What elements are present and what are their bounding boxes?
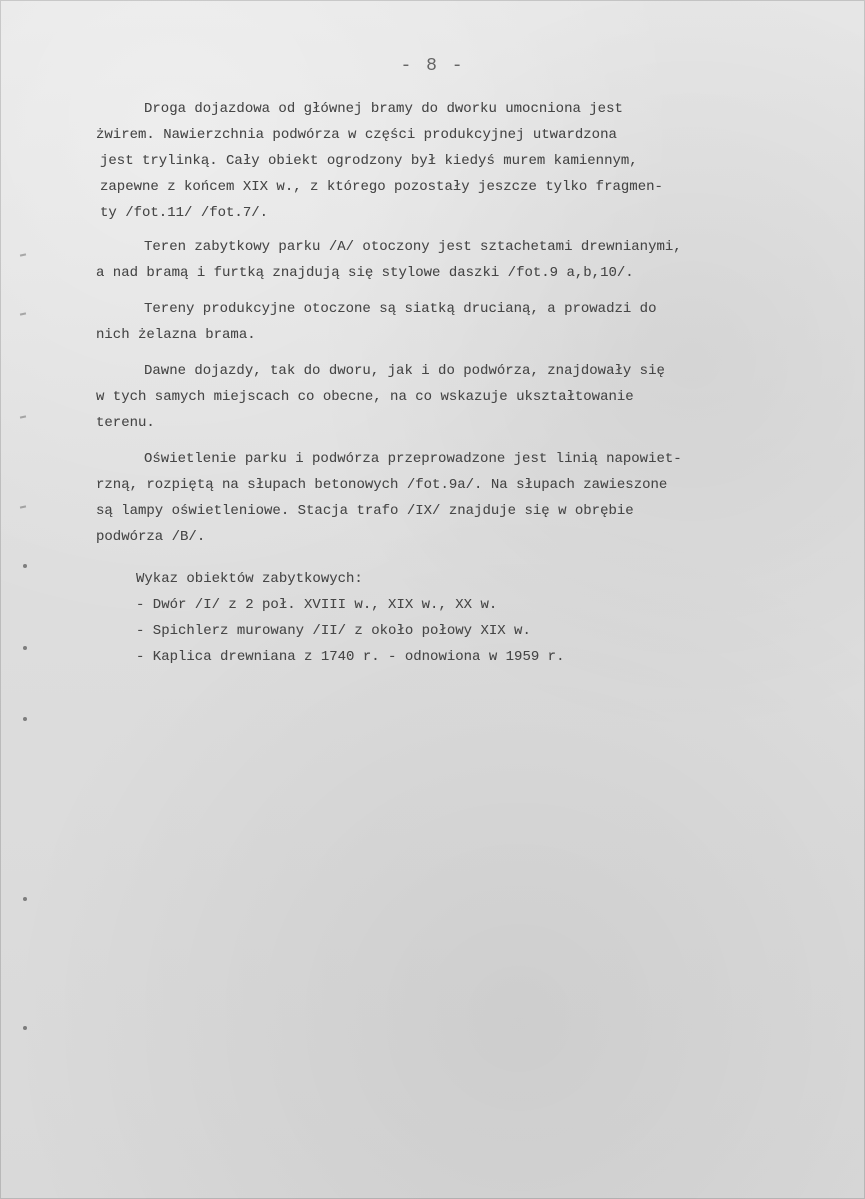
page-number: - 8 - <box>400 56 465 76</box>
paragraph-4-line-1: Dawne dojazdy, tak do dworu, jak i do podwórza, znajdowały się <box>144 363 665 379</box>
left-margin-marks <box>18 0 34 1199</box>
margin-dot <box>23 1026 27 1030</box>
spacer <box>96 348 846 358</box>
paragraph-4-line-2: w tych samych miejscach co obecne, na co wskazuje ukształtowanie <box>96 389 634 405</box>
margin-dot <box>23 646 27 650</box>
paragraph-1-line-5: ty /fot.11/ /fot.7/. <box>100 205 269 221</box>
paragraph-5-line-3: są lampy oświetleniowe. Stacja trafo /IX/ znajduje się w obrębie <box>96 503 634 519</box>
paragraph-3-line-2: nich żelazna brama. <box>96 327 256 343</box>
inventory-item-3: - Kaplica drewniana z 1740 r. - odnowiona w 1959 r. <box>136 649 565 665</box>
spacer <box>96 226 846 234</box>
paragraph-5-line-4: podwórza /B/. <box>96 529 206 545</box>
spacer <box>96 550 846 566</box>
spacer <box>96 436 846 446</box>
paragraph-1-line-2: żwirem. Nawierzchnia podwórza w części produkcyjnej utwardzona <box>96 127 617 143</box>
inventory-heading: Wykaz obiektów zabytkowych: <box>136 571 363 587</box>
typed-text-block <box>96 96 846 670</box>
paragraph-2-line-2: a nad bramą i furtką znajdują się stylowe daszki /fot.9 a,b,10/. <box>96 265 634 281</box>
margin-dot <box>23 564 27 568</box>
spacer <box>96 286 846 296</box>
paragraph-1-line-3: jest trylinką. Cały obiekt ogrodzony był kiedyś murem kamiennym, <box>100 153 638 169</box>
paragraph-3-line-1: Tereny produkcyjne otoczone są siatką drucianą, a prowadzi do <box>144 301 657 317</box>
inventory-item-2: - Spichlerz murowany /II/ z około połowy XIX w. <box>136 623 531 639</box>
margin-mark <box>20 253 26 256</box>
paragraph-2-line-1: Teren zabytkowy parku /A/ otoczony jest sztachetami drewnianymi, <box>144 239 682 255</box>
margin-mark <box>20 505 26 508</box>
margin-mark <box>20 415 26 418</box>
margin-mark <box>20 312 26 315</box>
paragraph-1-line-1: Droga dojazdowa od głównej bramy do dworku umocniona jest <box>144 101 623 117</box>
paragraph-1-line-4: zapewne z końcem XIX w., z którego pozostały jeszcze tylko fragmen- <box>100 179 663 195</box>
paragraph-5-line-2: rzną, rozpiętą na słupach betonowych /fot.9a/. Na słupach zawieszone <box>96 477 668 493</box>
margin-dot <box>23 897 27 901</box>
margin-dot <box>23 717 27 721</box>
paragraph-5-line-1: Oświetlenie parku i podwórza przeprowadzone jest linią napowiet- <box>144 451 682 467</box>
paragraph-4-line-3: terenu. <box>96 415 155 431</box>
inventory-item-1: - Dwór /I/ z 2 poł. XVIII w., XIX w., XX w. <box>136 597 498 613</box>
